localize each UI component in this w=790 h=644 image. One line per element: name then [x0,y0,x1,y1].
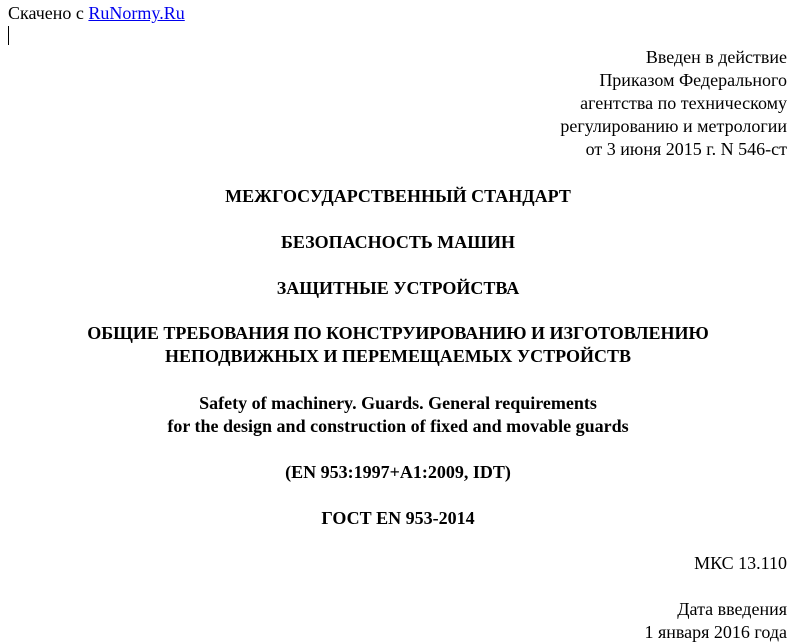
title-line: НЕПОДВИЖНЫХ И ПЕРЕМЕЩАЕМЫХ УСТРОЙСТВ [164,346,632,366]
title-line: ОБЩИЕ ТРЕБОВАНИЯ ПО КОНСТРУИРОВАНИЮ И ИЗГОТОВЛЕНИЮ [87,323,709,343]
approval-line: регулированию и метрологии [560,116,787,136]
approval-line: от 3 июня 2015 г. N 546-ст [585,139,787,159]
english-title-line: Safety of machinery. Guards. General requirements [199,393,597,413]
mks-code: МКС 13.110 [694,553,787,573]
runormy-link[interactable]: RuNormy.Ru [88,3,185,23]
english-title-line: for the design and construction of fixed and movable guards [167,416,629,436]
general-requirements-title [0,322,790,368]
intro-date-label: Дата введения [677,599,787,619]
en-reference: (EN 953:1997+A1:2009, IDT) [285,462,511,482]
gost-designation: ГОСТ EN 953-2014 [321,508,475,528]
text-cursor [8,26,9,45]
approval-line: агентства по техническому [580,93,787,113]
intro-date-value: 1 января 2016 года [644,622,787,642]
approval-line: Приказом Федерального [599,70,787,90]
introduction-date-block [644,598,787,644]
interstate-standard-heading: МЕЖГОСУДАРСТВЕННЫЙ СТАНДАРТ [225,186,571,206]
source-prefix: Скачено с [8,3,89,23]
guards-heading: ЗАЩИТНЫЕ УСТРОЙСТВА [276,278,520,298]
approval-block [387,46,787,161]
source-line [8,2,185,24]
machine-safety-heading: БЕЗОПАСНОСТЬ МАШИН [280,232,516,252]
english-title [0,392,790,438]
approval-line: Введен в действие [645,47,787,67]
